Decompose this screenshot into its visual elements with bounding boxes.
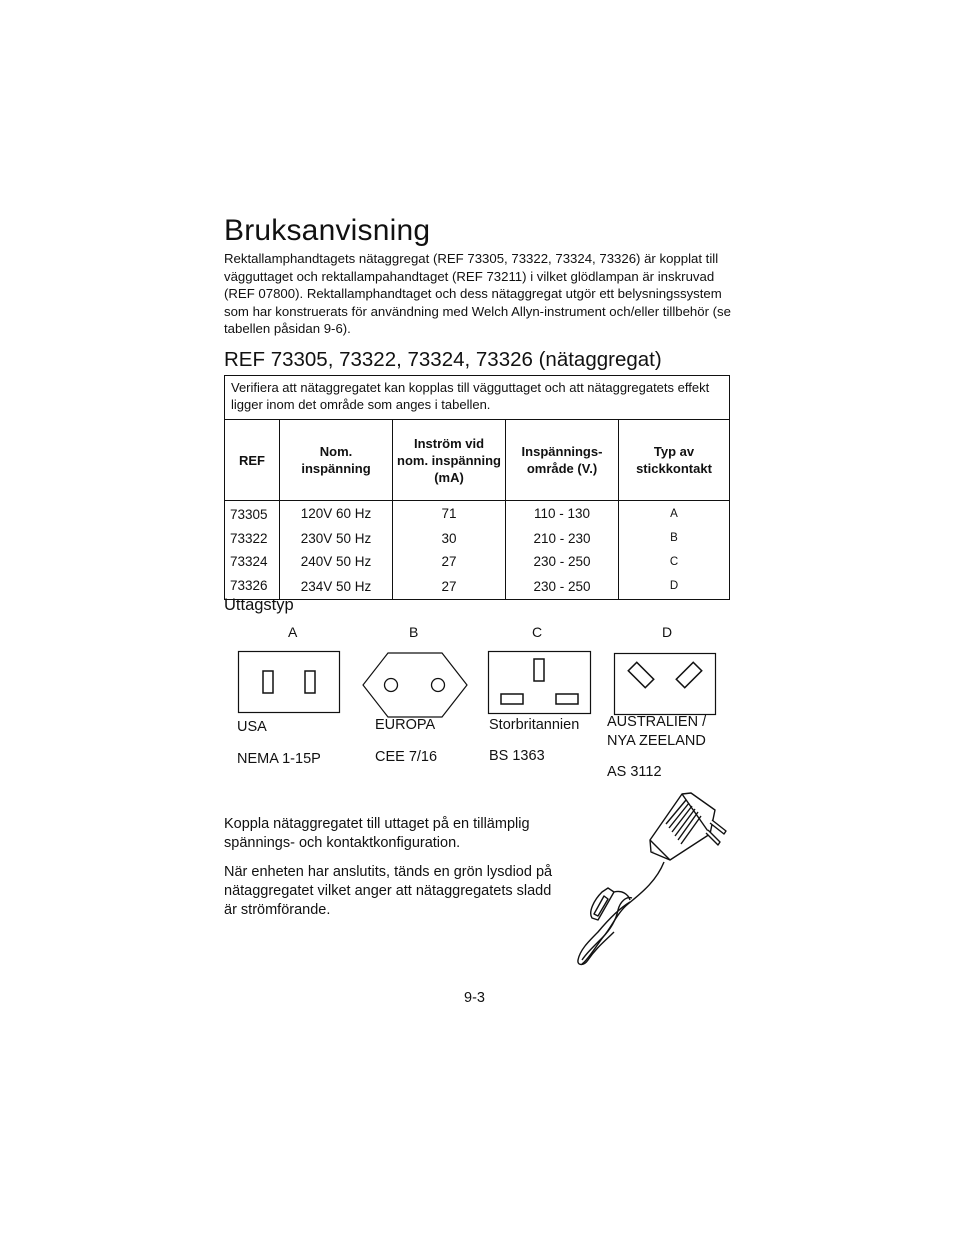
outlet-standard-d: AS 3112	[607, 764, 662, 780]
cell-voltage: 230V 50 Hz	[280, 527, 393, 551]
cell-voltage: 120V 60 Hz	[280, 501, 393, 527]
table-row	[225, 550, 730, 574]
cell-plug: D	[619, 574, 730, 600]
outlet-standard-b: CEE 7/16	[375, 749, 438, 765]
outlet-name-a: USA	[237, 719, 267, 735]
header-input-current: Inström vid nom. inspänning (mA)	[393, 420, 506, 501]
led-paragraph: När enheten har anslutits, tänds en grön lysdiod på nätaggregatet vilket anger att nätaggregatets sladd är strömförande.	[224, 864, 553, 918]
header-plug-type: Typ av stickkontakt	[619, 420, 730, 501]
outlet-letter-d: D	[662, 624, 673, 640]
header-nominal-voltage: Nom. inspänning	[280, 420, 393, 501]
header-ref: REF	[225, 420, 280, 501]
cell-ref: 73305	[225, 501, 280, 527]
power-adapter-icon	[574, 790, 729, 970]
header-voltage-range: Inspännings-område (V.)	[506, 420, 619, 501]
intro-paragraph: Rektallamphandtagets nätaggregat (REF 73305, 73322, 73324, 73326) är kopplat till vägguttaget och rektallampahandtaget (REF 73211) i vilket glödlampan är inskruvad (REF 07800). Rektallamphandtaget och dess nätaggregat utgör ett belysningssystem som har konstruerats för användning med Welch Allyn-instrument och/eller tillbehör (se tabellen påsidan 9-6).	[224, 251, 731, 336]
outlet-letter-c: C	[532, 624, 543, 640]
cell-ref: 73322	[225, 527, 280, 551]
outlet-heading: Uttagstyp	[224, 596, 294, 614]
cell-range: 110 - 130	[506, 501, 619, 527]
section-title: REF 73305, 73322, 73324, 73326 (nätaggregat)	[224, 348, 662, 371]
cell-current: 71	[393, 501, 506, 527]
outlet-letter-b: B	[409, 624, 419, 640]
adapter-table	[224, 375, 730, 600]
outlet-standard-a: NEMA 1-15P	[237, 751, 321, 767]
cell-current: 27	[393, 550, 506, 574]
outlet-letter-a: A	[288, 624, 298, 640]
cell-plug: A	[619, 501, 730, 527]
cell-range: 210 - 230	[506, 527, 619, 551]
outlet-standard-c: BS 1363	[489, 748, 545, 764]
page-title: Bruksanvisning	[224, 214, 431, 247]
outlet-name-d: AUSTRALIEN / NYA ZEELAND	[607, 714, 707, 749]
connect-paragraph: Koppla nätaggregatet till uttaget på en tillämplig spännings- och kontaktkonfiguration.	[224, 816, 530, 851]
cell-plug: B	[619, 527, 730, 551]
cell-current: 30	[393, 527, 506, 551]
europe-outlet-icon	[362, 652, 468, 718]
table-note: Verifiera att nätaggregatet kan kopplas till vägguttaget och att nätaggregatets effekt ligger inom det område som anges i tabellen.	[225, 376, 730, 420]
cell-ref: 73324	[225, 550, 280, 574]
table-row	[225, 501, 730, 527]
cell-voltage: 234V 50 Hz	[280, 574, 393, 600]
cell-plug: C	[619, 550, 730, 574]
cell-range: 230 - 250	[506, 574, 619, 600]
outlet-name-b: EUROPA	[375, 717, 436, 733]
table-row	[225, 527, 730, 551]
table-row	[225, 574, 730, 600]
cell-current: 27	[393, 574, 506, 600]
australia-outlet-icon	[614, 653, 716, 715]
cell-range: 230 - 250	[506, 550, 619, 574]
page-number: 9-3	[464, 990, 485, 1006]
uk-outlet-icon	[488, 651, 591, 714]
cell-voltage: 240V 50 Hz	[280, 550, 393, 574]
cell-ref: 73326	[225, 574, 280, 600]
outlet-name-c: Storbritannien	[489, 717, 580, 733]
usa-outlet-icon	[238, 651, 340, 713]
